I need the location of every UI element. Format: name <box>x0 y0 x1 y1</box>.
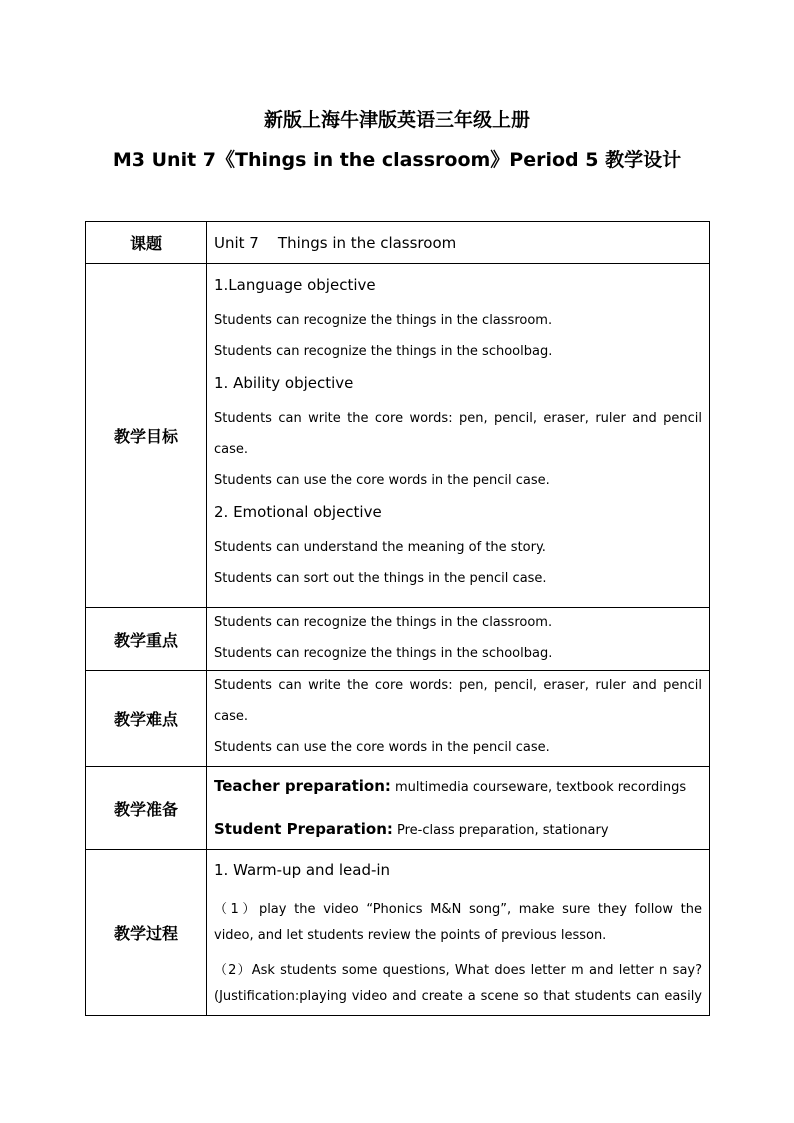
label-objectives: 教学目标 <box>86 264 207 608</box>
teacher-preparation-value: multimedia courseware, textbook recordings <box>390 780 687 795</box>
process-step: （1）play the video “Phonics M&N song”, make sure they follow the <box>214 902 702 917</box>
process-step: video, and let students review the points of previous lesson. <box>214 928 607 943</box>
difficulty-text: Students can write the core words: pen, pencil, eraser, ruler and pencil <box>214 678 702 693</box>
row-difficulties <box>86 671 710 767</box>
objective-heading: 2. Emotional objective <box>214 503 382 521</box>
label-key-points: 教学重点 <box>86 608 207 671</box>
objective-text: Students can write the core words: pen, pencil, eraser, ruler and pencil <box>214 411 702 426</box>
student-preparation-value: Pre-class preparation, stationary <box>392 823 609 838</box>
document-title: 新版上海牛津版英语三年级上册 <box>263 109 530 131</box>
student-preparation <box>214 820 702 840</box>
teacher-preparation-label: Teacher preparation: <box>214 777 391 795</box>
label-preparation: 教学准备 <box>86 767 207 850</box>
objective-text: case. <box>214 442 249 457</box>
document-subtitle: M3 Unit 7《Things in the classroom》Period 5 教学设计 <box>112 149 682 171</box>
row-process <box>86 850 710 1016</box>
objective-text: Students can recognize the things in the classroom. <box>214 313 553 328</box>
label-process: 教学过程 <box>86 850 207 1016</box>
row-topic <box>86 222 710 264</box>
lesson-plan-table <box>85 221 710 1016</box>
objective-text: Students can sort out the things in the pencil case. <box>214 571 547 586</box>
process-step: (Justification:playing video and create a scene so that students can easily <box>214 989 702 1004</box>
label-difficulties: 教学难点 <box>86 671 207 767</box>
objective-text: Students can understand the meaning of the story. <box>214 540 546 555</box>
row-preparation <box>86 767 710 850</box>
process-heading: 1. Warm-up and lead-in <box>214 861 391 879</box>
row-objectives <box>86 264 710 608</box>
label-topic: 课题 <box>86 222 207 264</box>
row-key-points <box>86 608 710 671</box>
topic-value: Unit 7 Things in the classroom <box>214 233 457 252</box>
objective-heading: 1.Language objective <box>214 276 376 294</box>
key-point-text: Students can recognize the things in the classroom. <box>214 615 553 630</box>
objective-text: Students can use the core words in the pencil case. <box>214 473 550 488</box>
difficulty-text: Students can use the core words in the pencil case. <box>214 740 550 755</box>
student-preparation-label: Student Preparation: <box>214 820 393 838</box>
objective-heading: 1. Ability objective <box>214 374 354 392</box>
objective-text: Students can recognize the things in the schoolbag. <box>214 344 553 359</box>
key-point-text: Students can recognize the things in the schoolbag. <box>214 646 553 661</box>
difficulty-text: case. <box>214 709 249 724</box>
process-step: （2）Ask students some questions, What does letter m and letter n say? <box>214 963 702 978</box>
teacher-preparation <box>214 777 702 797</box>
